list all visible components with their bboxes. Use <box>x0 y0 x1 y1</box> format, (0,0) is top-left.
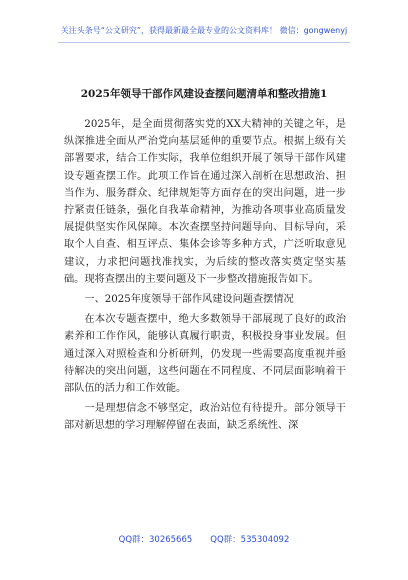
footer-note <box>0 533 408 545</box>
footer-qq-group-2: QQ群：535304092 <box>210 535 290 545</box>
document-body <box>64 116 346 438</box>
section-heading: 一、2025年度领导干部作风建设问题查摆情况 <box>84 294 294 306</box>
footer-qq-group-1: QQ群：30265665 <box>118 535 193 545</box>
paragraph-overview: 在本次专题查摆中，绝大多数领导干部展现了良好的政治素养和工作作风，能够认真履行职责，积极投身事业发展。但通过深入对照检查和分析研判，仍发现一些需要高度重视并亟待解决的突出问题，这些问题在不同程度、不同层面影响着干部队伍的活力和工作效能。 <box>64 314 346 395</box>
paragraph-intro: 2025年，是全面贯彻落实党的XX大精神的关键之年，是纵深推进全面从严治党向基层延伸的重要节点。根据上级有关部署要求，结合工作实际，我单位组织开展了领导干部作风建设专题查摆工作。此项工作旨在通过深入剖析在思想政治、担当作为、服务群众、纪律规矩等方面存在的突出问题，进一步拧紧责任链条，强化自我革命精神，为推动各项事业高质量发展提供坚实作风保障。本次查摆坚持问题导向、目标导向，采取个人自查、相互评点、集体会诊等多种方式，广泛听取意见建议，力求把问题找准找实，为后续的整改落实奠定坚实基础。现将查摆出的主要问题及下一步整改措施报告如下。 <box>64 119 346 285</box>
paragraph-issue-one: 一是理想信念不够坚定，政治站位有待提升。部分领导干部对新思想的学习理解停留在表面，缺乏系统性、深 <box>64 403 346 432</box>
header-divider <box>58 42 350 43</box>
header-note: 关注头条号“公文研究”，获得最新最全最专业的公文资料库！ 微信：gongwenyj <box>60 26 348 35</box>
document-title: 2025年领导干部作风建设查摆问题清单和整改措施1 <box>80 88 328 100</box>
